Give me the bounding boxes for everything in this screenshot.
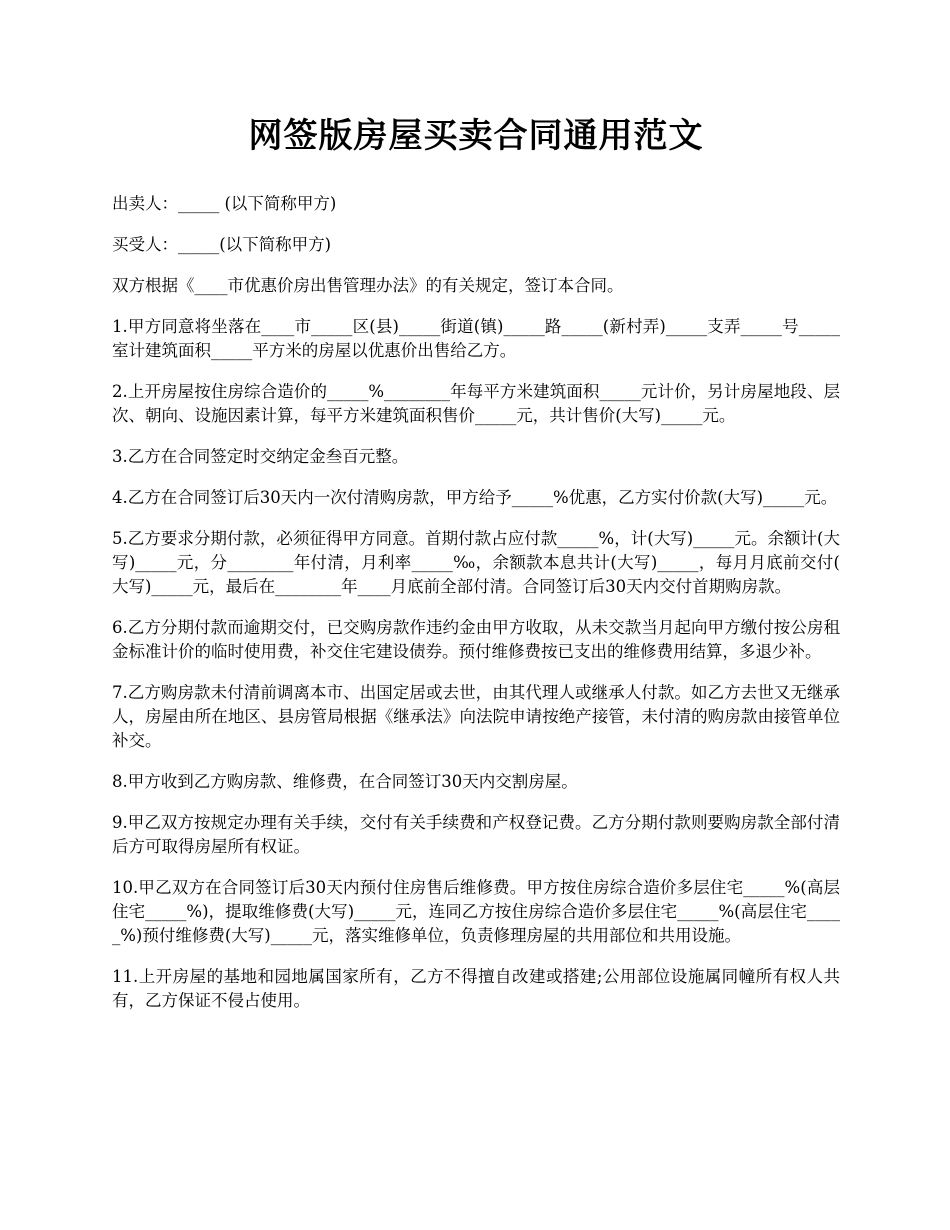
clause-8: 8.甲方收到乙方购房款、维修费，在合同签订30天内交割房屋。 (112, 772, 578, 791)
document-page (112, 110, 873, 1030)
clause-5: 5.乙方要求分期付款，必须征得甲方同意。首期付款占应付款_____%，计(大写)_____元。余额计(大写)_____元，分________年付清，月利率_____‰，余额款本息共计(大写)_____，每月月底前交付( 大写)_____元，最后在________年____月底前全部付清。合同签订后30天内交付首期购房款。 (112, 529, 873, 596)
clause-7: 7.乙方购房款未付清前调离本市、出国定居或去世，由其代理人或继承人付款。如乙方去世又无继承人，房屋由所在地区、县房管局根据《继承法》向法院申请按绝产接管，未付清的购房款由接管单位补交。 (112, 683, 840, 750)
buyer-line: 买受人：_____(以下简称甲方) (112, 235, 332, 254)
clause-9: 9.甲乙双方按规定办理有关手续，交付有关手续费和产权登记费。乙方分期付款则要购房款全部付清后方可取得房屋所有权证。 (112, 813, 840, 856)
clause-6: 6.乙方分期付款而逾期交付，已交购房款作违约金由甲方收取，从未交款当月起向甲方缴付按公房租金标准计价的临时使用费，补交住宅建设债券。预付维修费按已支出的维修费用结算，多退少补。 (112, 618, 840, 661)
clause-10: 10.甲乙双方在合同签订后30天内预付住房售后维修费。甲方按住房综合造价多层住宅_____%(高层住宅_____%)，提取维修费(大写)_____元，连同乙方按住房综合造价多层住宅_____%(高层住宅_____%)预付维修费(大写)_____元，落实维修单位，负责修理房屋的共用部位和共用设施。 (112, 878, 840, 945)
document-title: 网签版房屋买卖合同通用范文 (248, 116, 704, 156)
clause-1: 1.甲方同意将坐落在____市_____区(县)_____街道(镇)_____路_____(新村弄)_____支弄_____号_____室计建筑面积_____平方米的房屋以优惠价出售给乙方。 (112, 317, 840, 360)
seller-line: 出卖人：_____ (以下简称甲方) (112, 194, 337, 213)
clause-2: 2.上开房屋按住房综合造价的_____%________年每平方米建筑面积_____元计价，另计房屋地段、层次、朝向、设施因素计算，每平方米建筑面积售价_____元，共计售价(大写)_____元。 (112, 382, 840, 425)
clause-11: 11.上开房屋的基地和园地属国家所有，乙方不得擅自改建或搭建;公用部位设施属同幢所有权人共有，乙方保证不侵占使用。 (112, 967, 840, 1010)
preamble-paragraph: 双方根据《____市优惠价房出售管理办法》的有关规定，签订本合同。 (112, 276, 624, 295)
clause-4: 4.乙方在合同签订后30天内一次付清购房款，甲方给予_____%优惠，乙方实付价款(大写)_____元。 (112, 488, 838, 507)
clause-3: 3.乙方在合同签定时交纳定金叁百元整。 (112, 447, 409, 466)
